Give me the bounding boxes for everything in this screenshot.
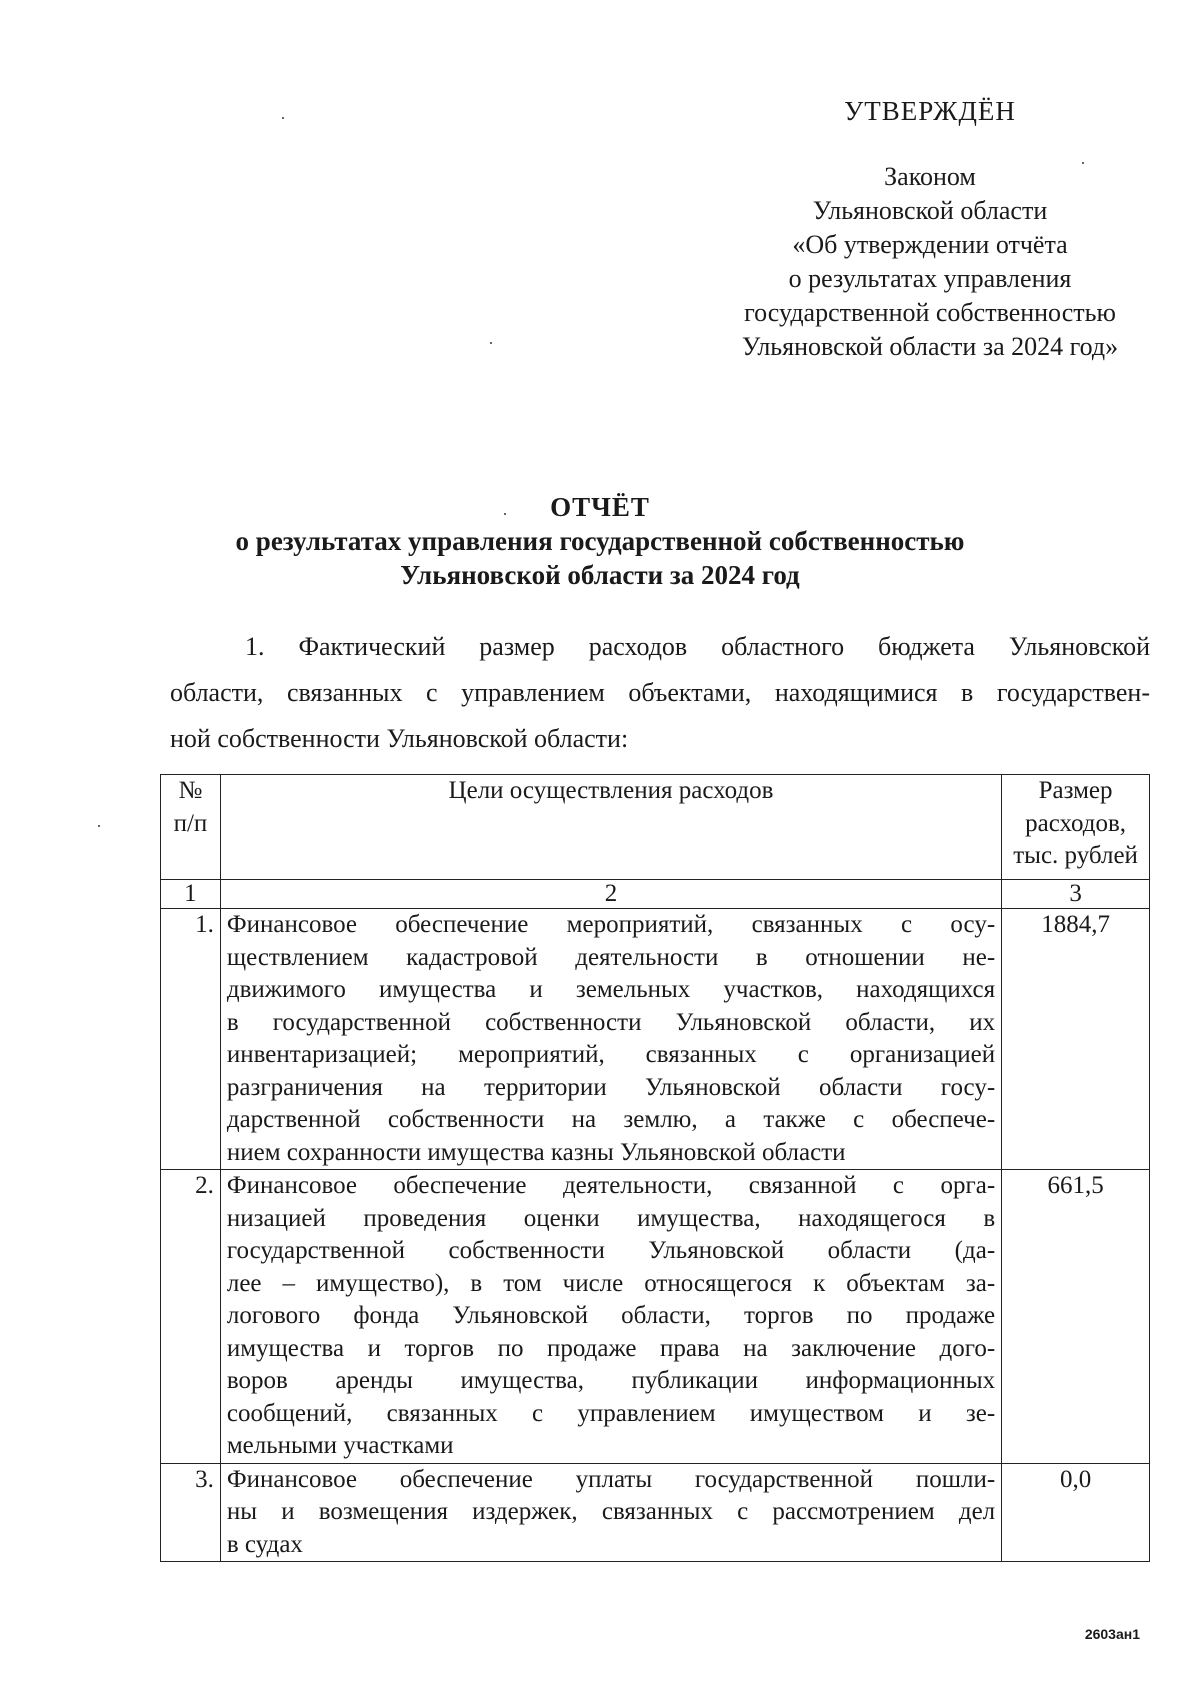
goal-line: Финансовое обеспечение деятельности, связанной с орга- — [226, 1172, 996, 1199]
row-number: 3. — [161, 1463, 221, 1562]
header-amount-line: расходов, — [1025, 809, 1127, 837]
row-amount: 0,0 — [1002, 1463, 1150, 1562]
goal-line: Финансовое обеспечение мероприятий, связанных с осу- — [226, 911, 996, 938]
header-amount-line: Размер — [1038, 777, 1113, 804]
report-subtitle-line: о результатах управления государственной собственностью — [235, 526, 965, 556]
scan-speck — [282, 117, 284, 119]
goal-line: в государственной собственности Ульяновской области, их — [226, 1008, 996, 1036]
approval-title: УТВЕРЖДЁН — [844, 96, 1016, 126]
header-goals: Цели осуществления расходов — [220, 775, 1001, 880]
table-header-row — [161, 775, 1150, 880]
table-row — [161, 1170, 1150, 1464]
report-title: ОТЧЁТ — [550, 492, 650, 522]
goal-line: низацией проведения оценки имущества, находящегося в — [226, 1204, 996, 1232]
row-number: 2. — [161, 1170, 221, 1464]
header-number-line: № — [178, 777, 203, 804]
goal-line: ществлением кадастровой деятельности в отношении не- — [226, 943, 996, 971]
paragraph-line: 1. Фактический размер расходов областного бюджета Ульяновской — [245, 632, 1150, 661]
goal-line: лее – имущество), в том числе относящегося к объектам за- — [226, 1269, 996, 1297]
report-subtitle-line: Ульяновской области за 2024 год — [400, 560, 800, 590]
approval-line: «Об утверждении отчёта — [792, 230, 1068, 259]
goal-line: ны и возмещения издержек, связанных с рассмотрением дел — [226, 1498, 996, 1525]
column-number: 3 — [1002, 880, 1150, 909]
column-number: 2 — [220, 880, 1001, 909]
column-number: 1 — [161, 880, 221, 909]
goal-line: государственной собственности Ульяновской области (да- — [226, 1237, 996, 1264]
goal-line: в судах — [226, 1530, 303, 1558]
paragraph-line: области, связанных с управлением объектами, находящимися в государствен- — [170, 678, 1150, 707]
goal-line: разграничения на территории Ульяновской области госу- — [226, 1073, 996, 1101]
goal-line: нием сохранности имущества казны Ульяновской области — [226, 1138, 846, 1166]
expenses-table — [160, 774, 1150, 1562]
column-number-row — [161, 880, 1150, 909]
row-amount: 661,5 — [1002, 1170, 1150, 1464]
goal-line: мельными участками — [226, 1432, 454, 1459]
approval-block — [720, 160, 1140, 364]
table-row — [161, 909, 1150, 1170]
goal-line: дарственной собственности на землю, а также с обеспече- — [226, 1106, 996, 1133]
paragraph-line: ной собственности Ульяновской области: — [170, 724, 629, 753]
header-number — [161, 775, 221, 880]
approval-line: Законом — [884, 162, 976, 191]
approval-line: государственной собственностью — [744, 298, 1116, 327]
document-code: 2603ан1 — [1084, 1626, 1140, 1642]
header-amount — [1002, 775, 1150, 880]
scan-speck — [490, 342, 492, 344]
approval-line: Ульяновской области за 2024 год» — [741, 332, 1119, 361]
header-number-line: п/п — [173, 809, 208, 837]
goal-line: логового фонда Ульяновской области, торгов по продаже — [226, 1302, 996, 1329]
goal-line: имущества и торгов по продаже права на заключение дого- — [226, 1334, 996, 1362]
goal-line: воров аренды имущества, публикации информационных — [226, 1367, 996, 1394]
row-goal — [220, 1170, 1001, 1464]
row-number: 1. — [161, 909, 221, 1170]
goal-line: сообщений, связанных с управлением имуществом и зе- — [226, 1399, 996, 1427]
row-goal — [220, 1463, 1001, 1562]
goal-line: Финансовое обеспечение уплаты государственной пошли- — [226, 1465, 996, 1493]
approval-line: о результатах управления — [788, 264, 1072, 293]
table-row — [161, 1463, 1150, 1562]
row-goal — [220, 909, 1001, 1170]
goal-line: инвентаризацией; мероприятий, связанных с организацией — [226, 1041, 996, 1068]
goal-line: движимого имущества и земельных участков, находящихся — [226, 976, 996, 1003]
intro-paragraph — [170, 624, 1150, 762]
row-amount: 1884,7 — [1002, 909, 1150, 1170]
approval-line: Ульяновской области — [812, 196, 1048, 225]
scan-speck — [98, 825, 100, 827]
report-heading — [160, 490, 1040, 592]
header-amount-line: тыс. рублей — [1013, 842, 1138, 869]
